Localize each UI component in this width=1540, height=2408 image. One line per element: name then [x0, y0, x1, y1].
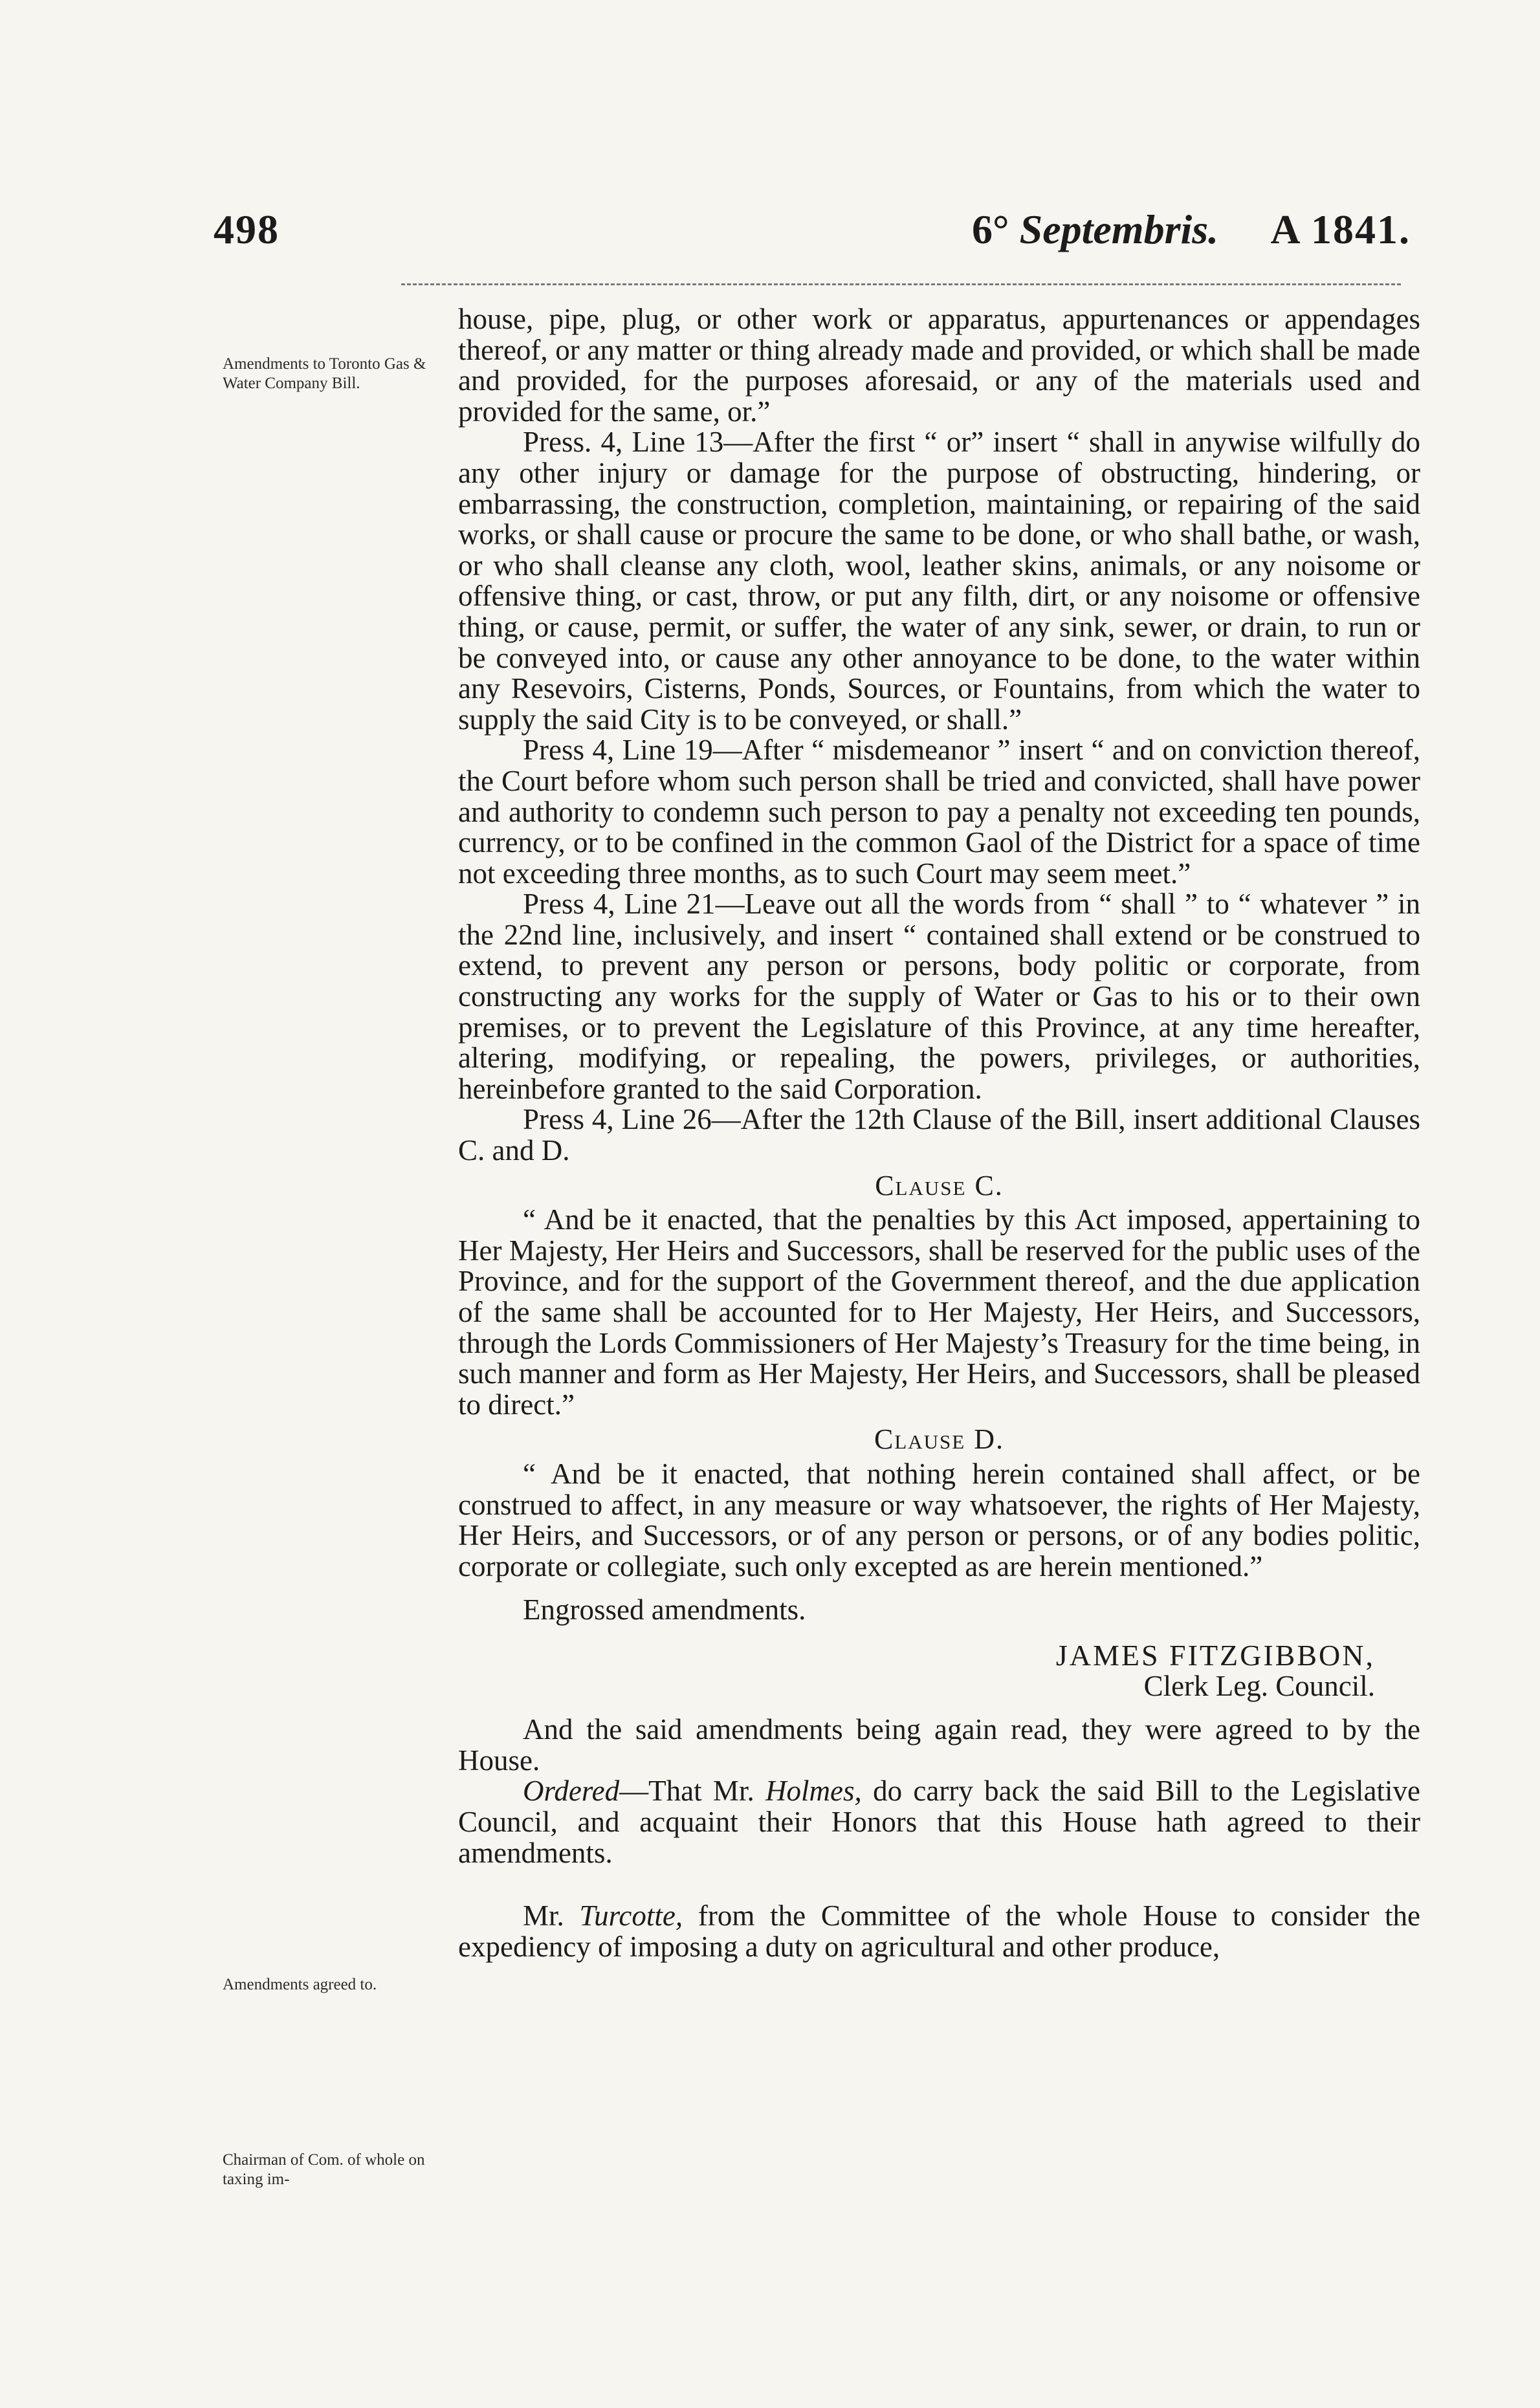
paragraph-line-21: Press 4, Line 21—Leave out all the words from “ shall ” to “ whatever ” in the 22nd line, inclusively, and insert “ contained shall extend or be construed to extend, to prevent any person or persons, body politic or corporate, from constructing any works for the supply of Water or Gas to his or to their own premises, or to prevent the Legislature of this Province, at any time hereafter, altering, modifying, or repealing, the powers, privileges, or authorities, hereinbefore granted to the said Corporation.	[458, 888, 1420, 1105]
clause-c-text: “ And be it enacted, that the penalties by this Act imposed, appertaining to Her Majesty, Her Heirs and Successors, shall be reserved for the public uses of the Province, and for the support of the Government thereof, and the due application of the same shall be accounted for to Her Majesty, Her Heirs, and Successors, through the Lords Commissioners of Her Majesty’s Treasury for the time being, in such manner and form as Her Majesty, Her Heirs, and Successors, shall be pleased to direct.”	[458, 1203, 1420, 1421]
page-number: 498	[214, 206, 280, 252]
header-year: A 1841.	[1270, 206, 1411, 252]
signature-title: Clerk Leg. Council.	[1143, 1669, 1375, 1702]
paragraph-amendments-agreed: And the said amendments being again read, they were agreed to by the House.	[458, 1713, 1420, 1777]
paragraph-committee-report	[458, 1901, 1420, 1962]
clause-d-heading: Clause D.	[874, 1423, 1004, 1456]
paragraph-line-13: Press. 4, Line 13—After the first “ or” insert “ shall in anywise wilfully do any other injury or damage for the purpose of obstructing, hindering, or embarrassing, the construction, completion, maintaining, or repairing of the said works, or shall cause or procure the same to be done, or who shall bathe, or wash, or who shall cleanse any cloth, wool, leather skins, animals, or any noisome or offensive thing, or cast, throw, or put any filth, dirt, or any noisome or offensive thing, or cause, permit, or suffer, the water of any sink, sewer, or drain, to run or be conveyed into, or cause any other annoyance to be done, to the water within any Resevoirs, Cisterns, Ponds, Sources, or Fountains, from which the water to supply the said City is to be conveyed, or shall.”	[458, 426, 1420, 736]
header-date-day: 6°	[972, 206, 1009, 252]
engrossed-note: Engrossed amendments.	[523, 1593, 806, 1626]
page-header	[214, 206, 1411, 264]
paragraph-line-19: Press 4, Line 19—After “ misdemeanor ” insert “ and on conviction thereof, the Court before whom such person shall be tried and convicted, shall have power and authority to condemn such person to pay a penalty not exceeding ten pounds, currency, or to be confined in the common Gaol of the District for a space of time not exceeding three months, as to such Court may seem meet.”	[458, 734, 1420, 890]
ordered-text-a: —That Mr.	[619, 1775, 766, 1808]
committee-text-a: Mr.	[523, 1899, 580, 1932]
paragraph-ordered	[458, 1776, 1420, 1868]
margin-note-amendments-agreed: Amendments agreed to.	[223, 1976, 377, 1993]
clause-c-heading: Clause C.	[875, 1169, 1004, 1201]
clause-d-text: “ And be it enacted, that nothing herein contained shall affect, or be construed to affect, in any measure or way whatsoever, the rights of Her Majesty, Her Heirs, and Successors, or of any person or persons, or of any bodies politic, corporate or collegiate, such only excepted as are herein mentioned.”	[458, 1457, 1420, 1582]
ordered-text-b: do carry back the said Bill to the Legislative Council, and acquaint their Honors that this House hath agreed to their amendments.	[458, 1775, 1420, 1869]
header-rule	[401, 283, 1401, 285]
paragraph-continuation: house, pipe, plug, or other work or apparatus, appurtenances or appendages thereof, or any matter or thing already made and provided, or which shall be made and provided, for the purposes aforesaid, or any of the materials used and provided for the same, or.”	[458, 303, 1420, 428]
header-date	[972, 206, 1218, 254]
committee-member-name: Turcotte,	[579, 1899, 683, 1932]
ordered-member-name: Holmes,	[765, 1775, 862, 1808]
header-date-month: Septembris.	[1019, 206, 1219, 252]
ordered-word: Ordered	[523, 1775, 620, 1808]
signature-name: JAMES FITZGIBBON,	[1055, 1638, 1375, 1672]
margin-note-amendments-bill: Amendments to Toronto Gas & Water Company Bill.	[223, 355, 426, 392]
committee-text-b: from the Committee of the whole House to consider the expediency of imposing a duty on agricultural and other produce,	[458, 1899, 1421, 1963]
margin-note-chairman: Chairman of Com. of whole on taxing im-	[223, 2151, 425, 2188]
main-text	[458, 304, 1420, 1962]
paragraph-line-26: Press 4, Line 26—After the 12th Clause of the Bill, insert additional Clauses C. and D.	[458, 1103, 1420, 1167]
